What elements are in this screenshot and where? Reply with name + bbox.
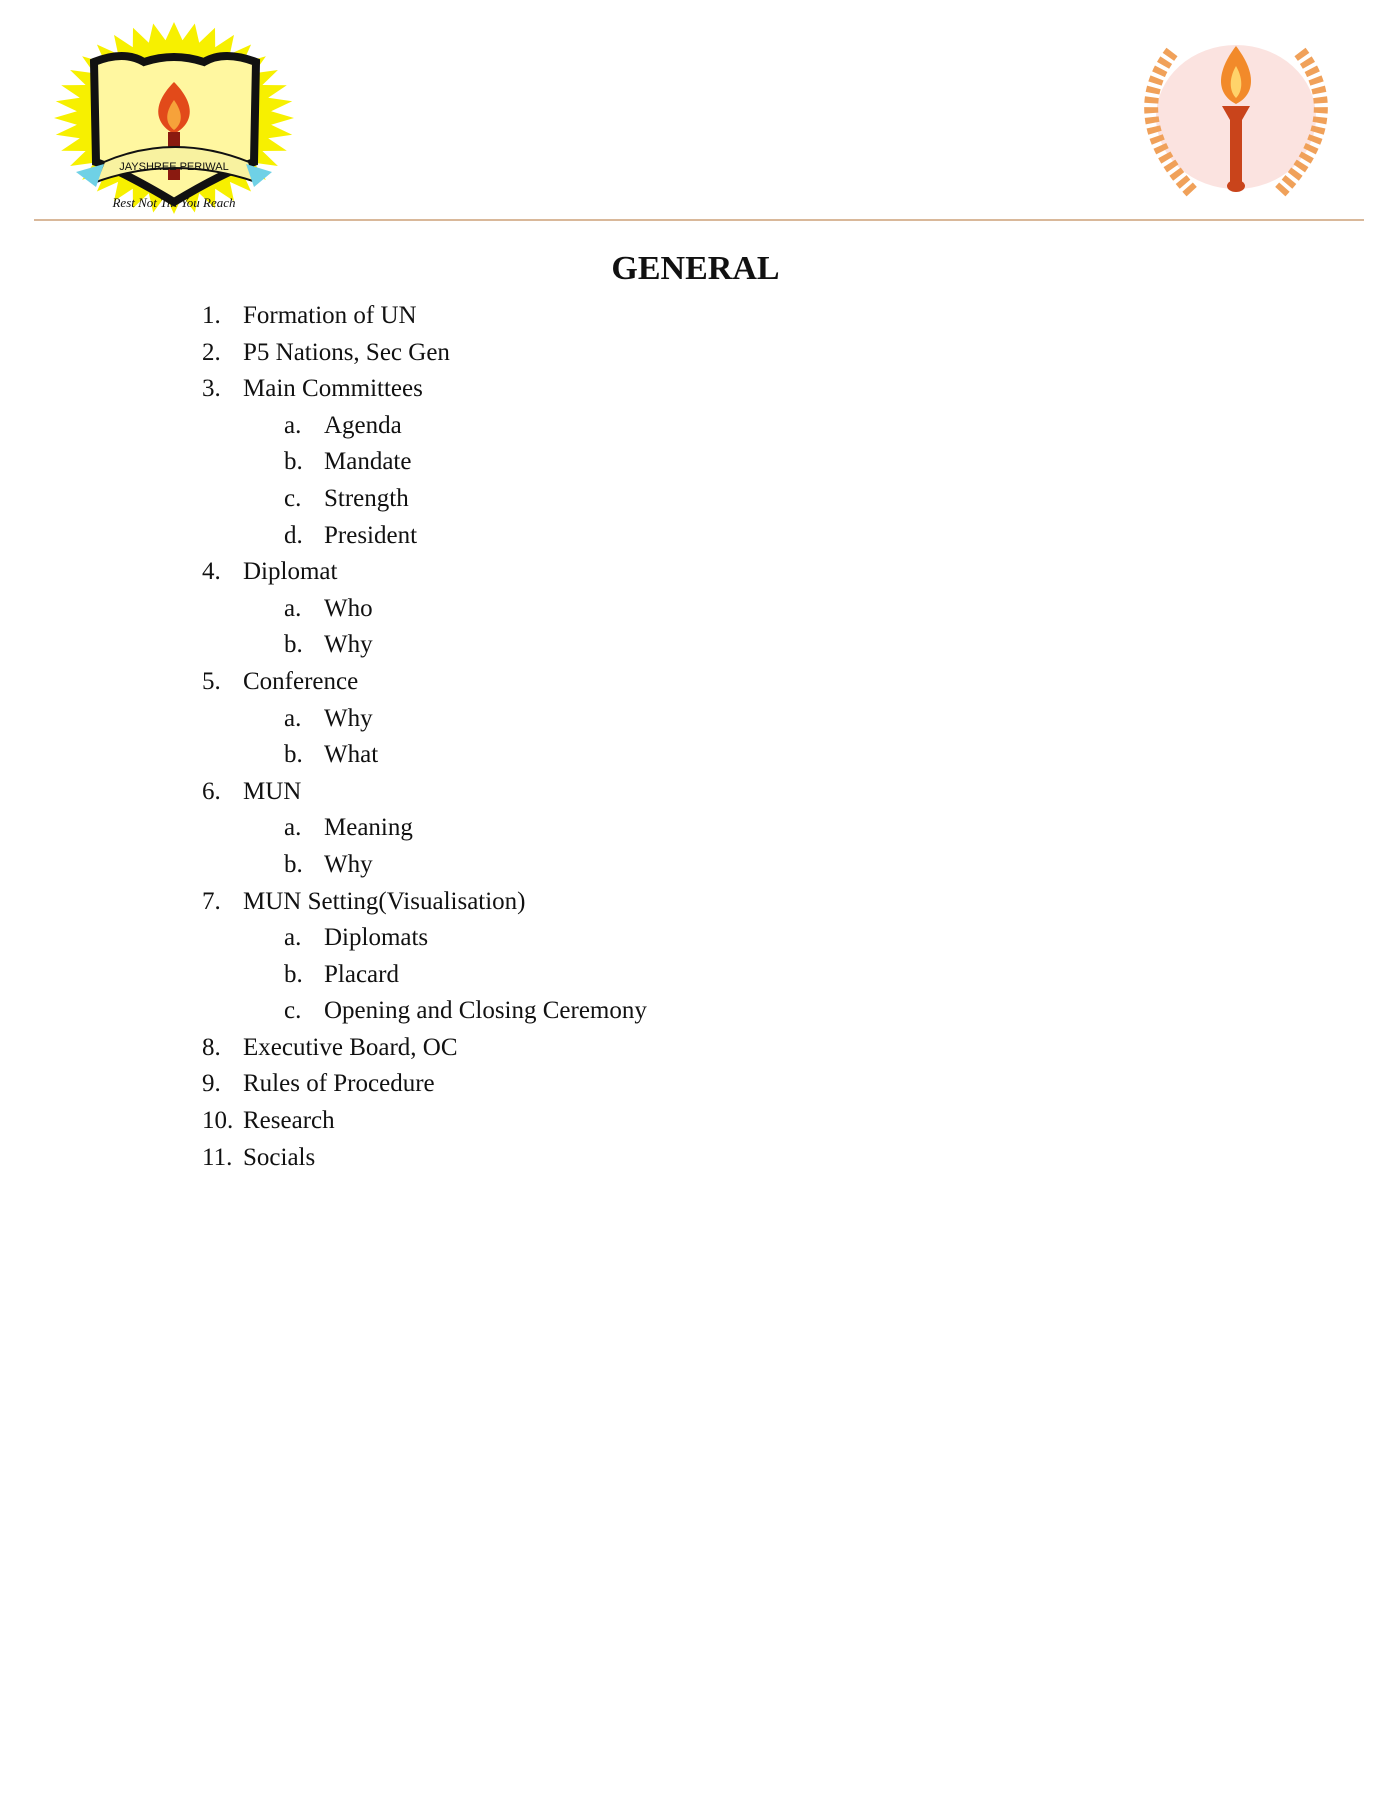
item-number: c. [284,484,302,512]
item-number: 4. [202,558,221,586]
item-text: Why [324,850,373,878]
item-number: b. [284,448,303,476]
sub-list-item [0,847,1391,884]
item-text: Agenda [324,411,402,439]
item-text: Who [324,594,373,622]
list-item [0,774,1391,811]
school-crest-logo [34,22,314,218]
sub-list-item [0,993,1391,1030]
item-text: Main Committees [243,375,423,403]
item-number: 3. [202,375,221,403]
sub-list-item [0,701,1391,738]
sub-list-item [0,957,1391,994]
item-text: Why [324,704,373,732]
sub-list-item [0,920,1391,957]
list-item [0,664,1391,701]
item-number: 6. [202,777,221,805]
item-number: a. [284,594,302,622]
item-number: 9. [202,1070,221,1098]
list-item [0,335,1391,372]
list-item [0,1066,1391,1103]
list-item [0,1030,1391,1067]
page-title: GENERAL [611,250,780,287]
item-number: a. [284,814,302,842]
item-number: a. [284,411,302,439]
sub-list-item [0,444,1391,481]
item-number: 1. [202,302,221,329]
item-text: What [324,741,379,769]
item-number: 11. [202,1143,233,1171]
item-number: c. [284,997,302,1025]
item-number: b. [284,631,303,659]
list-item [0,1140,1391,1177]
svg-text:JAYSHREE PERIWAL: JAYSHREE PERIWAL [119,161,229,173]
sub-list-item [0,408,1391,445]
topic-list [0,298,1391,1176]
item-number: 7. [202,887,221,915]
item-text: Meaning [324,814,413,842]
item-text: Formation of UN [243,302,417,329]
item-text: Strength [324,484,409,512]
item-text: Conference [243,667,359,695]
item-number: b. [284,960,303,988]
svg-text:Rest Not Till You Reach: Rest Not Till You Reach [112,195,236,210]
item-number: 5. [202,667,221,695]
item-text: Executive Board, OC [243,1033,458,1061]
sub-list-item [0,627,1391,664]
list-item [0,554,1391,591]
item-number: a. [284,924,302,952]
torch-laurel-emblem [1112,32,1360,202]
list-item [0,884,1391,921]
item-number: 8. [202,1033,221,1061]
sub-list-item [0,518,1391,555]
list-item [0,371,1391,408]
item-text: Socials [243,1143,316,1171]
list-item [0,298,1391,335]
item-text: MUN [243,777,302,805]
sub-list-item [0,810,1391,847]
sub-list-item [0,591,1391,628]
item-text: Diplomat [243,558,338,586]
item-number: 10. [202,1107,234,1135]
item-text: Diplomats [324,924,429,952]
sub-list-item [0,481,1391,518]
item-text: P5 Nations, Sec Gen [243,338,450,366]
item-text: Placard [324,960,399,988]
item-text: Rules of Procedure [243,1070,435,1098]
item-text: Research [243,1107,335,1135]
item-text: MUN Setting(Visualisation) [243,887,526,915]
header-divider [34,219,1364,221]
item-text: Mandate [324,448,412,476]
item-number: 2. [202,338,221,366]
item-text: President [324,521,418,549]
item-number: b. [284,741,303,769]
item-text: Why [324,631,373,659]
item-number: d. [284,521,303,549]
list-item [0,1103,1391,1140]
item-number: b. [284,850,303,878]
item-text: Opening and Closing Ceremony [324,997,647,1025]
item-number: a. [284,704,302,732]
sub-list-item [0,737,1391,774]
